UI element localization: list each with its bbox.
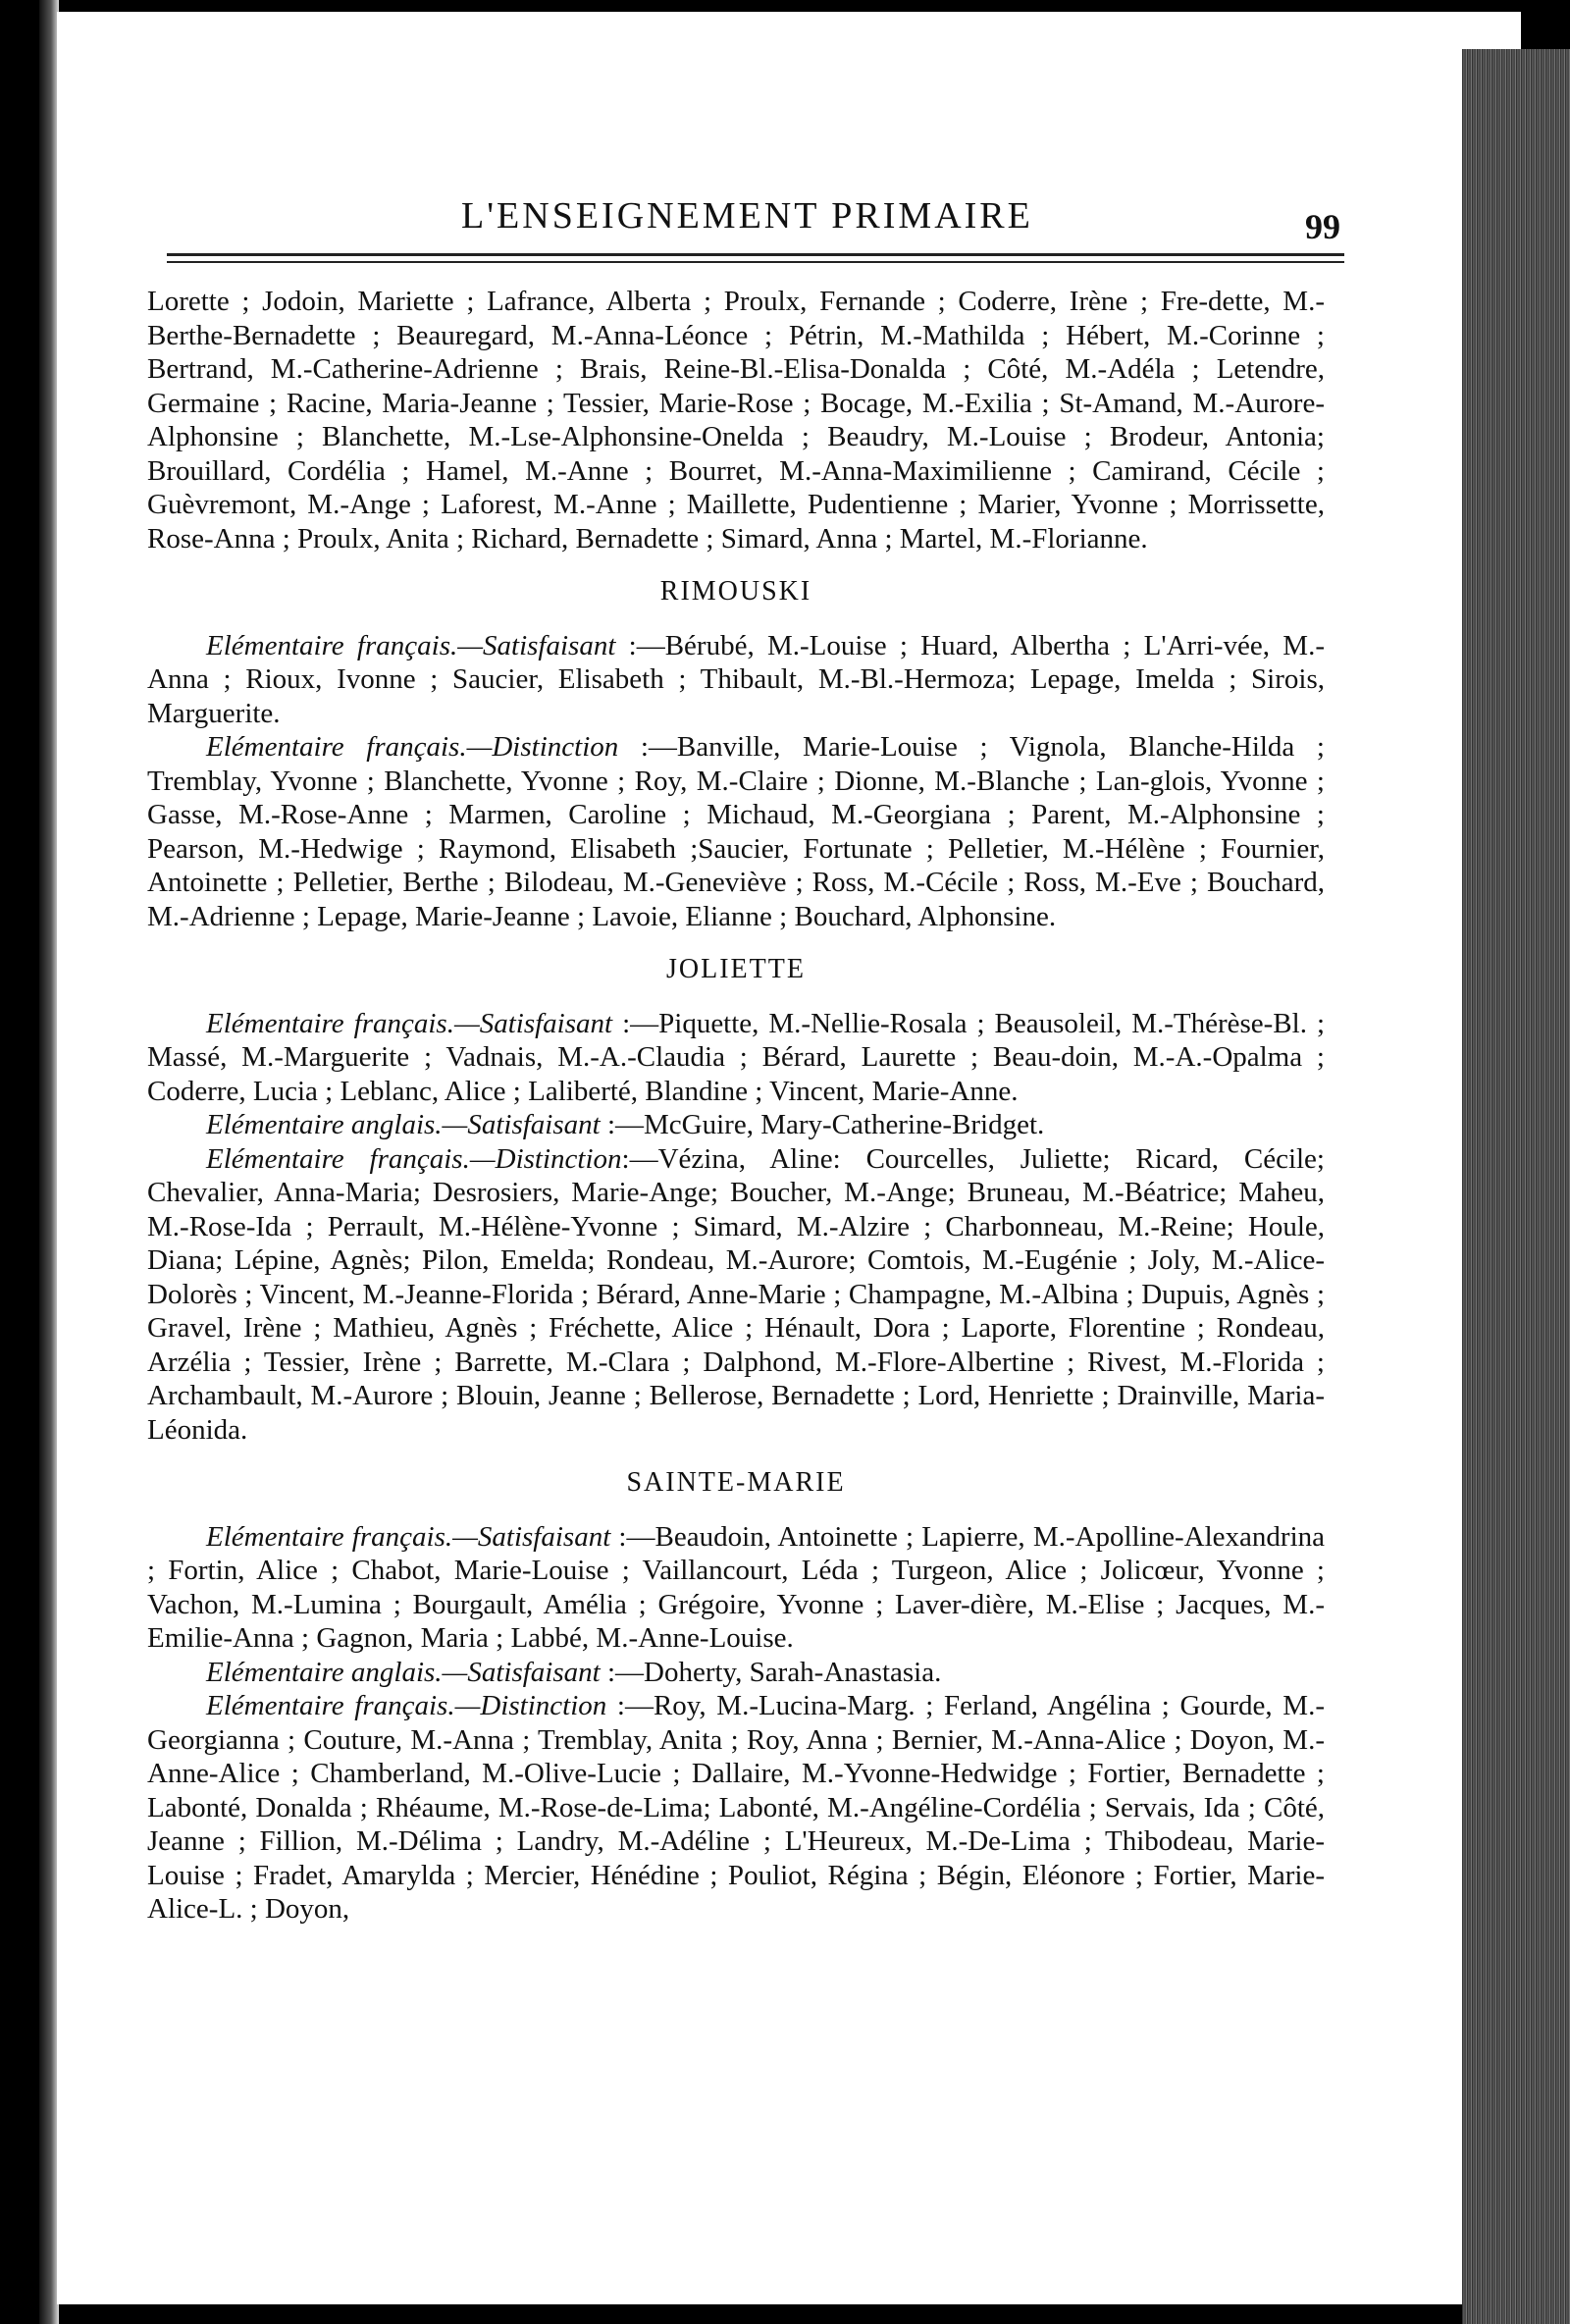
running-title: L'ENSEIGNEMENT PRIMAIRE — [461, 195, 1033, 237]
name-list: :—Doherty, Sarah-Anastasia. — [600, 1656, 942, 1688]
name-list: :—Roy, M.-Lucina-Marg. ; Ferland, Angélina ; Gourde, M.-Georgianna ; Couture, M.-Anna ; Tremblay, Anita ; Roy, Anna ; Bernier, M.-Anna-Alice ; Doyon, M.-Anne-Alice ; Chamberland, M.-Olive-Lucie ; Dallaire, M.-Yvonne-Hedwidge ; Fortier, Bernadette ; Labonté, Donalda ; Rhéaume, M.-Rose-de-Lima; Labonté, M.-Angéline-Cordélia ; Servais, Ida ; Côté, Jeanne ; Fillion, M.-Délima ; Landry, M.-Adéline ; L'Heureux, M.-De-Lima ; Thibodeau, Marie-Louise ; Fradet, Amarylda ; Mercier, Hénédine ; Pouliot, Régina ; Bégin, Eléonore ; Fortier, Marie-Alice-L. ; Doyon, — [147, 1690, 1325, 1925]
page-number: 99 — [1305, 207, 1340, 246]
continued-list: Lorette ; Jodoin, Mariette ; Lafrance, Alberta ; Proulx, Fernande ; Coderre, Irène ; Fre-dette, M.-Berthe-Bernadette ; Beauregard, M.-Anna-Léonce ; Pétrin, M.-Mathilda ; Hébert, M.-Corinne ; Bertrand, M.-Catherine-Adrienne ; Brais, Reine-Bl.-Elisa-Donalda ; Côté, M.-Adéla ; Letendre, Germaine ; Racine, Maria-Jeanne ; Tessier, Marie-Rose ; Bocage, M.-Exilia ; St-Amand, M.-Aurore-Alphonsine ; Blanchette, M.-Lse-Alphonsine-Onelda ; Beaudry, M.-Louise ; Brodeur, Antonia; Brouillard, Cordélia ; Hamel, M.-Anne ; Bourret, M.-Anna-Maximilienne ; Camirand, Cécile ; Guèvremont, M.-Ange ; Laforest, M.-Anne ; Maillette, Pudentienne ; Marier, Yvonne ; Morrissette, Rose-Anna ; Proulx, Anita ; Richard, Bernadette ; Simard, Anna ; Martel, M.-Florianne. — [147, 286, 1325, 555]
list-item — [147, 1108, 1325, 1142]
category-label: Elémentaire français.—Distinction — [206, 1690, 607, 1721]
name-list: :—Banville, Marie-Louise ; Vignola, Blanche-Hilda ; Tremblay, Yvonne ; Blanchette, Yvonne ; Roy, M.-Claire ; Dionne, M.-Blanche ; Lan-glois, Yvonne ; Gasse, M.-Rose-Anne ; Marmen, Caroline ; Michaud, M.-Georgiana ; Parent, M.-Alphonsine ; Pearson, M.-Hedwige ; Raymond, Elisabeth ;Saucier, Fortunate ; Pelletier, M.-Hélène ; Fournier, Antoinette ; Pelletier, Berthe ; Bilodeau, M.-Geneviève ; Ross, M.-Cécile ; Ross, M.-Eve ; Bouchard, M.-Adrienne ; Lepage, Marie-Jeanne ; Lavoie, Elianne ; Bouchard, Alphonsine. — [147, 731, 1325, 932]
section-title-rimouski: RIMOUSKI — [659, 576, 812, 607]
category-label: Elémentaire français.—Satisfaisant — [206, 1520, 611, 1553]
list-item — [147, 730, 1325, 933]
category-label: Elémentaire français.—Satisfaisant — [206, 629, 616, 661]
category-label: Elémentaire français.—Satisfaisant — [206, 1007, 613, 1039]
section-title-joliette: JOLIETTE — [666, 954, 806, 984]
section-title-sainte-marie: SAINTE-MARIE — [626, 1467, 846, 1498]
page-header — [177, 177, 1340, 246]
header-rule-top — [167, 253, 1344, 256]
name-list: :—Vézina, Aline: Courcelles, Juliette; Ricard, Cécile; Chevalier, Anna-Maria; Desrosiers, Marie-Ange; Boucher, M.-Ange; Bruneau, M.-Béatrice; Maheu, M.-Rose-Ida ; Perrault, M.-Hélène-Yvonne ; Simard, M.-Alzire ; Charbonneau, M.-Reine; Houle, Diana; Lépine, Agnès; Pilon, Emelda; Rondeau, M.-Aurore; Comtois, M.-Eugénie ; Joly, M.-Alice-Dolorès ; Vincent, M.-Jeanne-Florida ; Bérard, Anne-Marie ; Champagne, M.-Albina ; Dupuis, Agnès ; Gravel, Irène ; Mathieu, Agnès ; Fréchette, Alice ; Hénault, Dora ; Laporte, Florentine ; Rondeau, Arzélia ; Tessier, Irène ; Barrette, M.-Clara ; Dalphond, M.-Flore-Albertine ; Rivest, M.-Florida ; Archambault, M.-Aurore ; Blouin, Jeanne ; Bellerose, Bernadette ; Lord, Henriette ; Drainville, Maria-Léonida. — [147, 1142, 1325, 1446]
page-edges — [1462, 49, 1570, 2324]
page-body — [147, 285, 1325, 1927]
list-item — [147, 1656, 1325, 1690]
list-item — [147, 1520, 1325, 1656]
name-list: :—Piquette, M.-Nellie-Rosala ; Beausoleil, M.-Thérèse-Bl. ; Massé, M.-Marguerite ; Vadnais, M.-A.-Claudia ; Bérard, Laurette ; Beau-doin, M.-A.-Opalma ; Coderre, Lucia ; Leblanc, Alice ; Laliberté, Blandine ; Vincent, Marie-Anne. — [147, 1007, 1325, 1107]
name-list: :—McGuire, Mary-Catherine-Bridget. — [600, 1109, 1045, 1140]
name-list: :—Bérubé, M.-Louise ; Huard, Albertha ; L'Arri-vée, M.-Anna ; Rioux, Ivonne ; Saucier, Elisabeth ; Thibault, M.-Bl.-Hermoza; Lepage, Imelda ; Sirois, Marguerite. — [147, 629, 1325, 729]
list-item — [147, 1142, 1325, 1448]
name-list: :—Beaudoin, Antoinette ; Lapierre, M.-Apolline-Alexandrina ; Fortin, Alice ; Chabot, Marie-Louise ; Vaillancourt, Léda ; Turgeon, Alice ; Jolicœur, Yvonne ; Vachon, M.-Lumina ; Bourgault, Amélia ; Grégoire, Yvonne ; Laver-dière, M.-Elise ; Jacques, M.-Emilie-Anna ; Gagnon, Maria ; Labbé, M.-Anne-Louise. — [147, 1520, 1325, 1654]
book-spine-shadow — [39, 0, 59, 2324]
header-rule-bottom — [167, 261, 1344, 263]
category-label: Elémentaire français.—Distinction — [206, 1142, 622, 1175]
category-label: Elémentaire français.—Distinction — [206, 731, 619, 763]
category-label: Elémentaire anglais.—Satisfaisant — [206, 1109, 601, 1140]
list-item — [147, 1007, 1325, 1109]
category-label: Elémentaire anglais.—Satisfaisant — [206, 1656, 601, 1688]
list-item — [147, 629, 1325, 731]
list-item — [147, 1689, 1325, 1927]
